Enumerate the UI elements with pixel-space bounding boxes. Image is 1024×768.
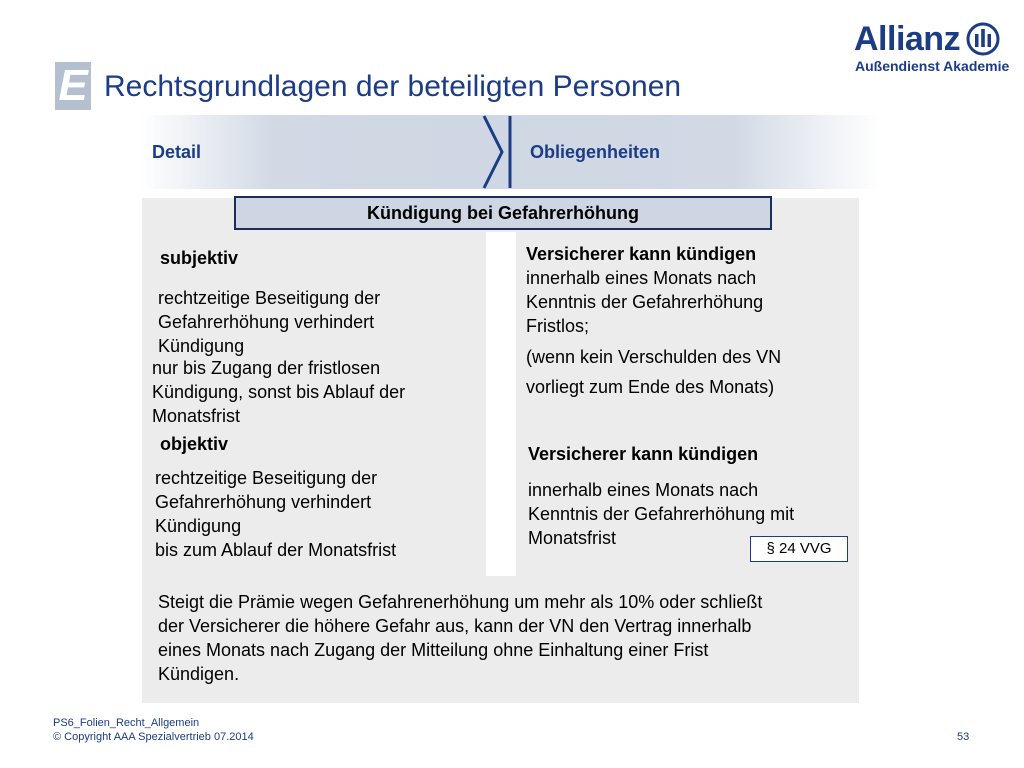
right-block1-text-3: Fristlos; xyxy=(526,316,589,336)
right-block2-title: Versicherer kann kündigen xyxy=(528,444,759,464)
subjektiv-text-1: rechtzeitige Beseitigung der xyxy=(158,288,381,308)
section-badge xyxy=(55,62,91,110)
bottom-text-3: eines Monats nach Zugang der Mitteilung ohne Einhaltung einer Frist xyxy=(158,640,709,660)
right-block1-text-2: Kenntnis der Gefahrerhöhung xyxy=(526,292,764,312)
subjektiv-note-1: nur bis Zugang der fristlosen xyxy=(152,358,381,378)
column-divider xyxy=(486,232,516,576)
right-block1-note-2: vorliegt zum Ende des Monats) xyxy=(526,377,775,397)
bottom-text-2: der Versicherer die höhere Gefahr aus, kann der VN den Vertrag innerhalb xyxy=(158,616,752,636)
right-block2-text-1: innerhalb eines Monats nach xyxy=(528,480,759,500)
section-badge-letter: E xyxy=(58,61,88,110)
section-heading-text: Kündigung bei Gefahrerhöhung xyxy=(367,203,639,223)
breadcrumb-detail: Detail xyxy=(152,142,202,162)
bottom-text-1: Steigt die Prämie wegen Gefahrenerhöhung um mehr als 10% oder schließt xyxy=(158,592,763,612)
subjektiv-text-3: Kündigung xyxy=(158,336,245,356)
page-number: 53 xyxy=(957,731,970,743)
right-block1-note-1: (wenn kein Verschulden des VN xyxy=(526,347,782,367)
law-reference-badge xyxy=(750,536,848,562)
subjektiv-note-3: Monatsfrist xyxy=(152,406,241,426)
subjektiv-label: subjektiv xyxy=(160,248,239,268)
subjektiv-note-2: Kündigung, sonst bis Ablauf der xyxy=(152,382,406,402)
logo-wordmark: Allianz xyxy=(854,20,961,58)
right-block1-text-1: innerhalb eines Monats nach xyxy=(526,268,757,288)
logo-subtitle: Außendienst Akademie xyxy=(855,58,1010,74)
allianz-eagle-icon xyxy=(966,22,1000,56)
objektiv-text-2: Gefahrerhöhung verhindert xyxy=(155,492,372,512)
right-block2-text-3: Monatsfrist xyxy=(528,528,617,548)
bottom-text-4: Kündigen. xyxy=(158,664,240,684)
objektiv-text-1: rechtzeitige Beseitigung der xyxy=(155,468,378,488)
right-block2-text-2: Kenntnis der Gefahrerhöhung mit xyxy=(528,504,795,524)
footer-filename: PS6_Folien_Recht_Allgemein xyxy=(53,717,200,729)
objektiv-text-4: bis zum Ablauf der Monatsfrist xyxy=(155,540,397,560)
section-heading xyxy=(234,196,772,230)
allianz-logo xyxy=(850,18,1010,78)
subjektiv-text-2: Gefahrerhöhung verhindert xyxy=(158,312,375,332)
chevron-right-icon xyxy=(478,112,518,192)
footer-copyright: © Copyright AAA Spezialvertrieb 07.2014 xyxy=(53,731,254,743)
right-block1-title: Versicherer kann kündigen xyxy=(526,244,757,264)
page-title: Rechtsgrundlagen der beteiligten Personen xyxy=(104,70,682,103)
objektiv-label: objektiv xyxy=(160,434,229,454)
objektiv-text-3: Kündigung xyxy=(155,516,242,536)
breadcrumb-obliegenheiten: Obliegenheiten xyxy=(530,142,661,162)
law-reference-text: § 24 VVG xyxy=(766,540,832,557)
